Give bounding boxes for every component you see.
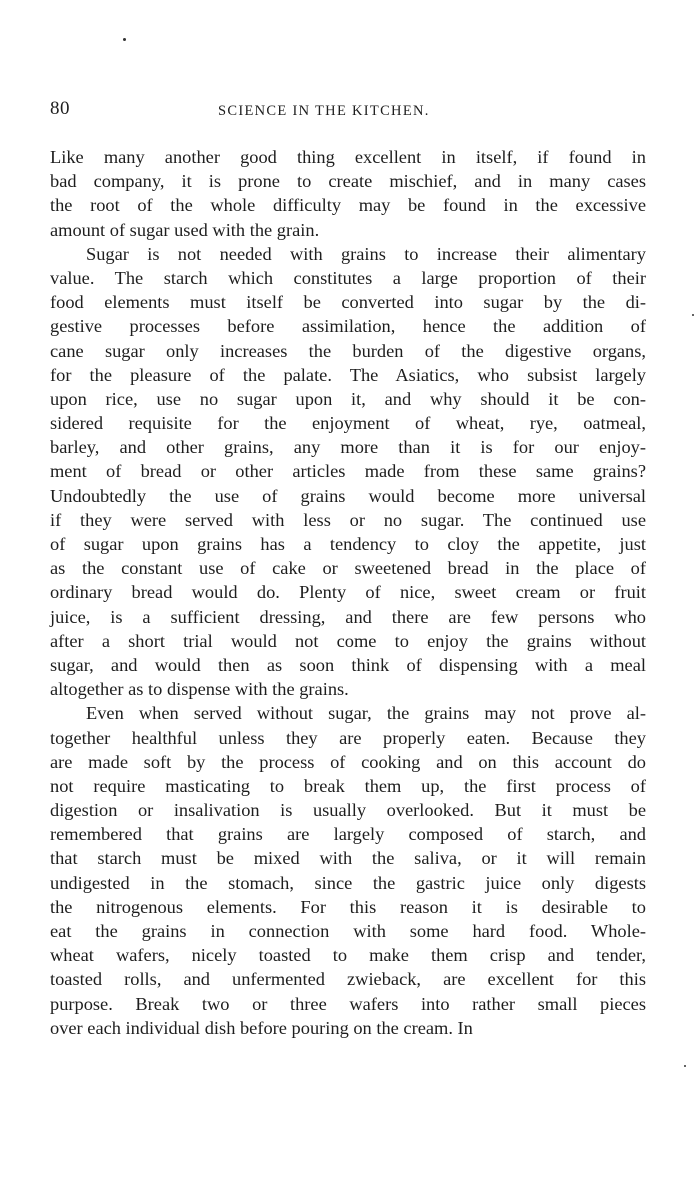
text-line: cane sugar only increases the burden of the digestive organs,	[50, 340, 646, 361]
text-line: remembered that grains are largely composed of starch, and	[50, 824, 646, 845]
text-line: toasted rolls, and unfermented zwieback, are excellent for this	[50, 969, 646, 990]
text-line: the nitrogenous elements. For this reason it is desirable to	[50, 896, 646, 917]
paragraph	[50, 242, 646, 702]
body-text	[50, 145, 646, 1040]
paragraph	[50, 701, 646, 1040]
text-line: juice, is a sufficient dressing, and there are few persons who	[50, 606, 646, 627]
text-line: upon rice, use no sugar upon it, and why should it be con-	[50, 388, 646, 409]
text-line: value. The starch which constitutes a large proportion of their	[50, 267, 646, 288]
text-line: over each individual dish before pouring on the cream. In	[50, 1017, 473, 1038]
text-line: Sugar is not needed with grains to increase their alimentary	[86, 243, 646, 264]
text-line: are made soft by the process of cooking and on this account do	[50, 751, 646, 772]
text-line: food elements must itself be converted into sugar by the di-	[50, 292, 646, 313]
text-line: Even when served without sugar, the grains may not prove al-	[86, 703, 646, 724]
paragraph	[50, 145, 646, 242]
text-line: digestion or insalivation is usually overlooked. But it must be	[50, 800, 646, 821]
text-line: Undoubtedly the use of grains would become more universal	[50, 485, 646, 506]
page-number: 80	[50, 98, 70, 119]
text-line: for the pleasure of the palate. The Asiatics, who subsist largely	[50, 364, 646, 385]
text-line: eat the grains in connection with some hard food. Whole-	[50, 921, 646, 941]
text-line: gestive processes before assimilation, hence the addition of	[50, 316, 646, 337]
text-line: Like many another good thing excellent in itself, if found in	[50, 147, 646, 167]
text-line: after a short trial would not come to enjoy the grains without	[50, 630, 646, 651]
text-line: ment of bread or other articles made from these same grains?	[50, 461, 646, 482]
text-line: wheat wafers, nicely toasted to make them crisp and tender,	[50, 945, 646, 966]
text-line: if they were served with less or no sugar. The continued use	[50, 509, 646, 530]
text-line: undigested in the stomach, since the gastric juice only digests	[50, 872, 646, 893]
running-title: SCIENCE IN THE KITCHEN.	[218, 103, 430, 119]
text-line: amount of sugar used with the grain.	[50, 219, 320, 240]
text-line: barley, and other grains, any more than it is for our enjoy-	[50, 437, 646, 458]
ink-speck	[684, 1065, 686, 1067]
text-line: the root of the whole difficulty may be found in the excessive	[50, 195, 646, 216]
text-line: sugar, and would then as soon think of dispensing with a meal	[50, 654, 646, 675]
text-line: sidered requisite for the enjoyment of wheat, rye, oatmeal,	[50, 413, 646, 434]
text-line: purpose. Break two or three wafers into rather small pieces	[50, 993, 646, 1014]
text-line: of sugar upon grains has a tendency to cloy the appetite, just	[50, 534, 646, 554]
ink-speck	[123, 38, 126, 41]
text-line: not require masticating to break them up, the first process of	[50, 775, 646, 796]
text-line: ordinary bread would do. Plenty of nice, sweet cream or fruit	[50, 582, 646, 603]
ink-speck	[692, 314, 694, 316]
text-line: altogether as to dispense with the grains.	[50, 679, 349, 700]
text-line: bad company, it is prone to create mischief, and in many cases	[50, 171, 646, 192]
text-line: as the constant use of cake or sweetened bread in the place of	[50, 558, 646, 579]
text-line: that starch must be mixed with the saliva, or it will remain	[50, 848, 646, 869]
text-line: together healthful unless they are properly eaten. Because they	[50, 727, 646, 748]
